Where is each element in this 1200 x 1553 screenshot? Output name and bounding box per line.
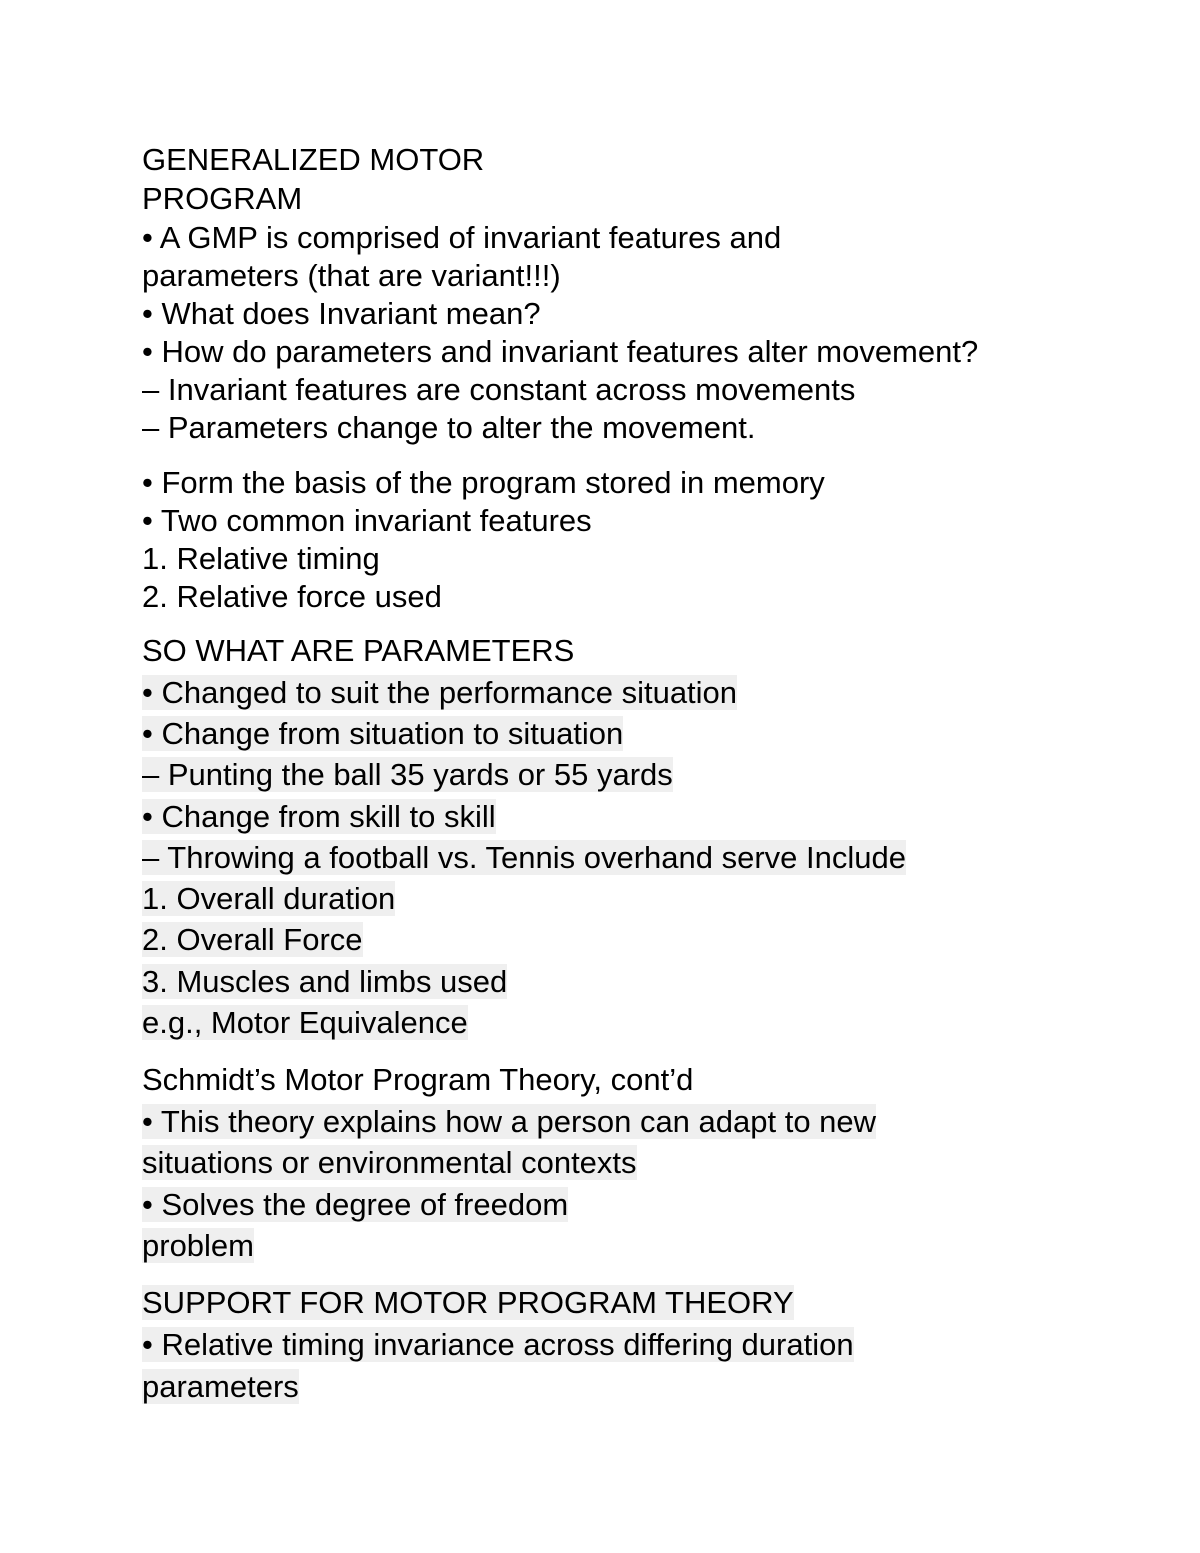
text-line: • Two common invariant features [142,503,592,538]
text-line-highlighted: 2. Overall Force [142,922,363,957]
text-line-highlighted: • Changed to suit the performance situation [142,675,738,710]
heading-generalized-motor-line1: GENERALIZED MOTOR [142,142,485,177]
text-line-highlighted: parameters [142,1369,299,1404]
text-line-highlighted: – Punting the ball 35 yards or 55 yards [142,757,673,792]
text-line: – Invariant features are constant across movements [142,372,856,407]
text-line: • Form the basis of the program stored in memory [142,465,825,500]
text-line: 1. Relative timing [142,541,380,576]
text-line-highlighted: 1. Overall duration [142,881,396,916]
text-line: 2. Relative force used [142,579,442,614]
text-line-highlighted: – Throwing a football vs. Tennis overhand serve Include [142,840,906,875]
text-line: – Parameters change to alter the movement. [142,410,756,445]
text-line-highlighted: • This theory explains how a person can adapt to new [142,1104,877,1139]
heading-parameters: SO WHAT ARE PARAMETERS [142,633,575,668]
text-line: • A GMP is comprised of invariant features and [142,220,782,255]
text-line-highlighted: problem [142,1228,254,1263]
text-line-highlighted: • Change from skill to skill [142,799,496,834]
heading-generalized-motor-line2: PROGRAM [142,181,303,216]
text-line-highlighted: situations or environmental contexts [142,1145,637,1180]
text-line: • What does Invariant mean? [142,296,541,331]
text-line: parameters (that are variant!!!) [142,258,561,293]
text-line: • How do parameters and invariant features alter movement? [142,334,979,369]
text-line-highlighted: • Solves the degree of freedom [142,1187,569,1222]
heading-support-theory: SUPPORT FOR MOTOR PROGRAM THEORY [142,1285,794,1320]
text-line-highlighted: e.g., Motor Equivalence [142,1005,468,1040]
text-line-highlighted: 3. Muscles and limbs used [142,964,508,999]
text-line-highlighted: • Change from situation to situation [142,716,624,751]
heading-schmidt-theory: Schmidt’s Motor Program Theory, cont’d [142,1062,694,1097]
text-line-highlighted: • Relative timing invariance across differing duration [142,1327,854,1362]
